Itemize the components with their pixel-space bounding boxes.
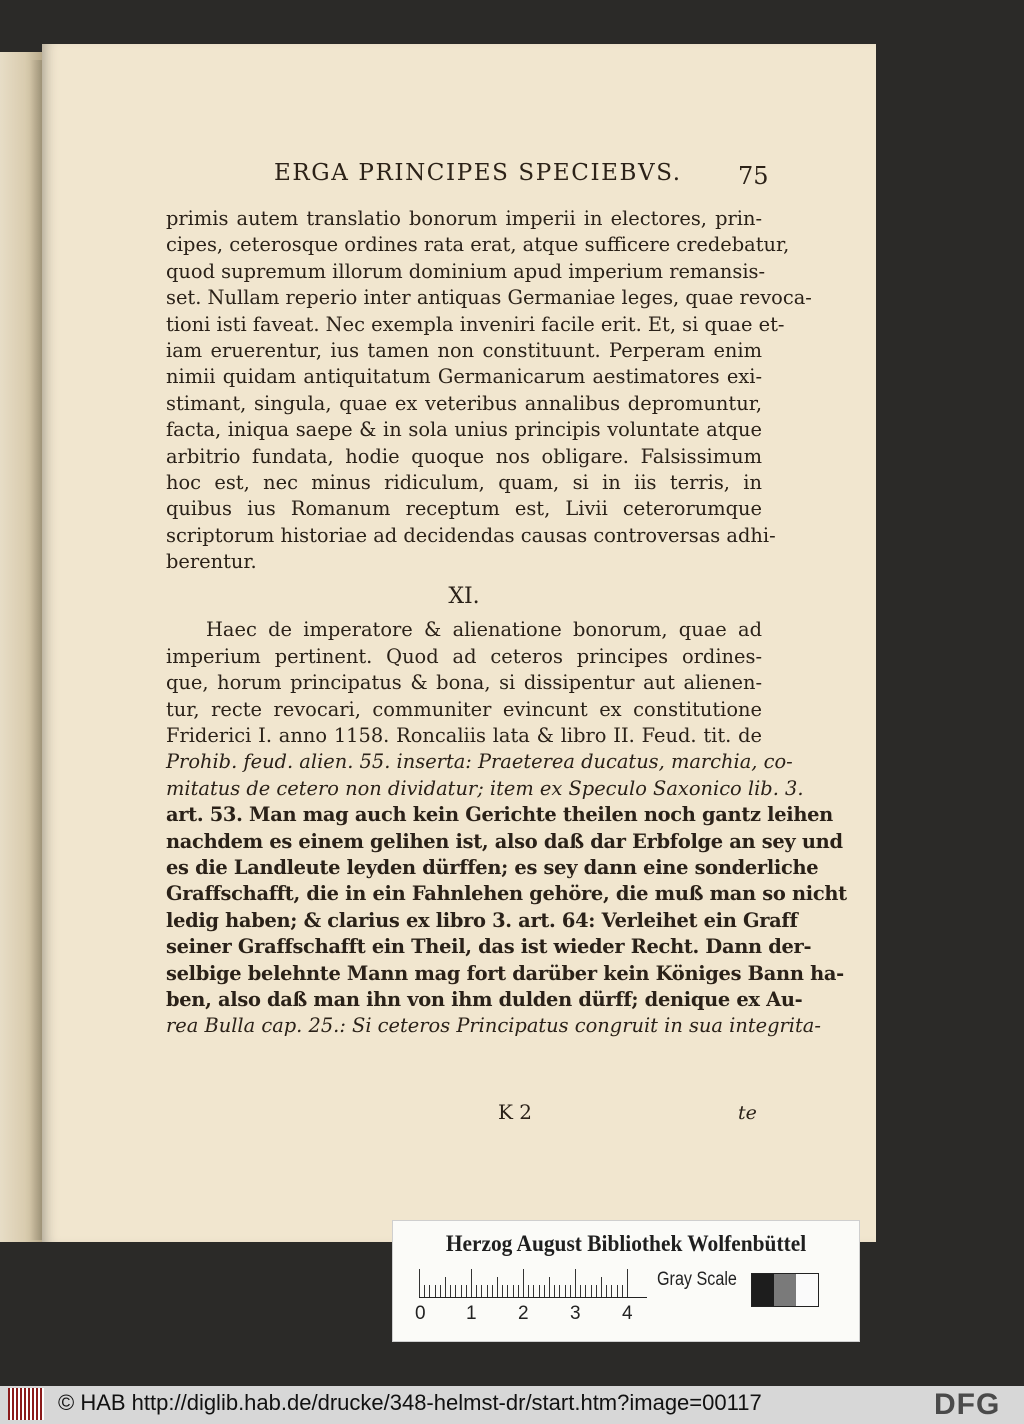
text-line: rea Bulla cap. 25.: Si ceteros Principatus congruit in sua integrita- xyxy=(166,1014,821,1038)
text-line: seiner Graffschafft ein Theil, das ist wieder Recht. Dann der- xyxy=(166,935,812,959)
text-line: quibus ius Romanum receptum est, Livii ceterorumque xyxy=(166,497,762,521)
ruler-tick xyxy=(471,1269,472,1297)
ruler-numbers xyxy=(415,1303,655,1327)
source-url[interactable]: © HAB http://diglib.hab.de/drucke/348-helmst-dr/start.htm?image=00117 xyxy=(58,1390,762,1415)
ruler-tick xyxy=(606,1285,607,1297)
text-line: mitatus de cetero non dividatur; item ex Speculo Saxonico lib. 3. xyxy=(166,776,804,800)
text-line: ben, also daß man ihn von ihm dulden dürff; denique ex Au- xyxy=(166,987,803,1011)
ruler-tick xyxy=(627,1269,628,1297)
ruler-tick xyxy=(429,1285,430,1297)
ruler-tick xyxy=(585,1285,586,1297)
ruler-tick xyxy=(450,1285,451,1297)
ruler-tick xyxy=(596,1285,597,1297)
text-line: arbitrio fundata, hodie quoque nos obligare. Falsissimum xyxy=(166,444,762,468)
hab-logo-icon xyxy=(8,1388,44,1420)
ruler-tick xyxy=(518,1285,519,1297)
gray-scale-swatch xyxy=(751,1273,819,1307)
page-header xyxy=(42,160,876,200)
gray-scale-label: Gray Scale xyxy=(657,1269,737,1290)
ruler-number: 1 xyxy=(466,1303,477,1324)
text-line: imperium pertinent. Quod ad ceteros principes ordines- xyxy=(166,644,762,668)
text-line: stimant, singula, quae ex veteribus annalibus depromuntur, xyxy=(166,391,762,415)
ruler-tick xyxy=(476,1285,477,1297)
text-line: Prohib. feud. alien. 55. inserta: Praeterea ducatus, marchia, co- xyxy=(166,750,793,774)
ruler-tick xyxy=(440,1285,441,1297)
ruler-tick xyxy=(601,1277,602,1297)
text-line: facta, iniqua saepe & in sola unius principis voluntate atque xyxy=(166,418,762,442)
scale-ruler xyxy=(419,1267,647,1298)
ruler-number: 0 xyxy=(415,1303,426,1324)
ruler-tick xyxy=(507,1285,508,1297)
ruler-tick xyxy=(539,1285,540,1297)
ruler-tick xyxy=(570,1285,571,1297)
text-line: nachdem es einem gelihen ist, also daß dar Erbfolge an sey und xyxy=(166,829,843,853)
text-line: que, horum principatus & bona, si dissipentur aut alienen- xyxy=(166,671,762,695)
text-line: scriptorum historiae ad decidendas causas controversas adhi- xyxy=(166,523,776,547)
ruler-tick xyxy=(611,1285,612,1297)
ruler-tick xyxy=(528,1285,529,1297)
ruler-tick xyxy=(549,1277,550,1297)
ruler-tick xyxy=(575,1269,576,1297)
ruler-tick xyxy=(533,1285,534,1297)
text-line: primis autem translatio bonorum imperii in electores, prin- xyxy=(166,207,762,230)
ruler-tick xyxy=(466,1285,467,1297)
ruler-tick xyxy=(559,1285,560,1297)
ruler-tick xyxy=(419,1269,420,1297)
ruler-tick xyxy=(591,1285,592,1297)
ruler-number: 4 xyxy=(622,1303,633,1324)
text-line: art. 53. Man mag auch kein Gerichte theilen noch gantz leihen xyxy=(166,803,833,827)
text-line: es die Landleute leyden dürffen; es sey dann eine sonderliche xyxy=(166,855,819,879)
library-name: Herzog August Bibliothek Wolfenbüttel xyxy=(445,1231,807,1256)
ruler-tick xyxy=(544,1285,545,1297)
ruler-tick xyxy=(435,1285,436,1297)
text-line: tur, recte revocari, communiter evincunt ex constitutione xyxy=(166,697,762,721)
running-title: ERGA PRINCIPES SPECIEBVS. xyxy=(274,160,682,186)
text-line: Graffschafft, die in ein Fahnlehen gehöre, die muß man so nicht xyxy=(166,882,847,906)
gray-swatch-white xyxy=(796,1274,818,1306)
library-color-card xyxy=(392,1220,860,1342)
ruler-tick xyxy=(513,1285,514,1297)
dfg-logo: DFG xyxy=(934,1388,1001,1421)
book-page xyxy=(42,44,876,1242)
text-line: ledig haben; & clarius ex libro 3. art. 64: Verleihet ein Graff xyxy=(166,908,798,932)
section-heading: XI. xyxy=(448,584,480,610)
signature-mark: K 2 xyxy=(498,1100,533,1124)
text-line: berentur. xyxy=(166,550,257,574)
text-line: hoc est, nec minus ridiculum, quam, si in iis terris, in xyxy=(166,470,762,494)
text-line: quod supremum illorum dominium apud imperium remansis- xyxy=(166,259,766,283)
gray-swatch-black xyxy=(752,1274,774,1306)
gray-swatch-mid xyxy=(774,1274,796,1306)
ruler-tick xyxy=(554,1285,555,1297)
ruler-tick xyxy=(523,1269,524,1297)
ruler-tick xyxy=(487,1285,488,1297)
ruler-tick xyxy=(461,1285,462,1297)
text-line: set. Nullam reperio inter antiquas Germaniae leges, quae revoca- xyxy=(166,286,812,310)
text-line: Friderici I. anno 1158. Roncaliis lata & libro II. Feud. tit. de xyxy=(166,724,762,748)
text-line: iam eruerentur, ius tamen non constituunt. Perperam enim xyxy=(166,338,762,362)
ruler-tick xyxy=(617,1285,618,1297)
ruler-tick xyxy=(502,1285,503,1297)
ruler-tick xyxy=(445,1277,446,1297)
text-line: nimii quidam antiquitatum Germanicarum aestimatores exi- xyxy=(166,365,762,389)
catchword: te xyxy=(738,1102,757,1124)
ruler-tick xyxy=(492,1285,493,1297)
text-line: Haec de imperatore & alienatione bonorum, quae ad xyxy=(206,618,762,642)
text-line: cipes, ceterosque ordines rata erat, atque sufficere credebatur, xyxy=(166,233,790,257)
ruler-number: 2 xyxy=(518,1303,529,1324)
ruler-tick xyxy=(580,1285,581,1297)
text-line: tioni isti faveat. Nec exempla inveniri facile erit. Et, si quae et- xyxy=(166,312,785,336)
ruler-tick xyxy=(497,1277,498,1297)
ruler-tick xyxy=(424,1285,425,1297)
text-line: selbige belehnte Mann mag fort darüber kein Königes Bann ha- xyxy=(166,961,844,985)
ruler-tick xyxy=(565,1285,566,1297)
ruler-tick xyxy=(481,1285,482,1297)
ruler-tick xyxy=(455,1285,456,1297)
ruler-number: 3 xyxy=(570,1303,581,1324)
page-number: 75 xyxy=(738,162,769,190)
viewer-footer xyxy=(0,1386,1024,1424)
body-text xyxy=(166,206,847,1040)
ruler-tick xyxy=(622,1285,623,1297)
